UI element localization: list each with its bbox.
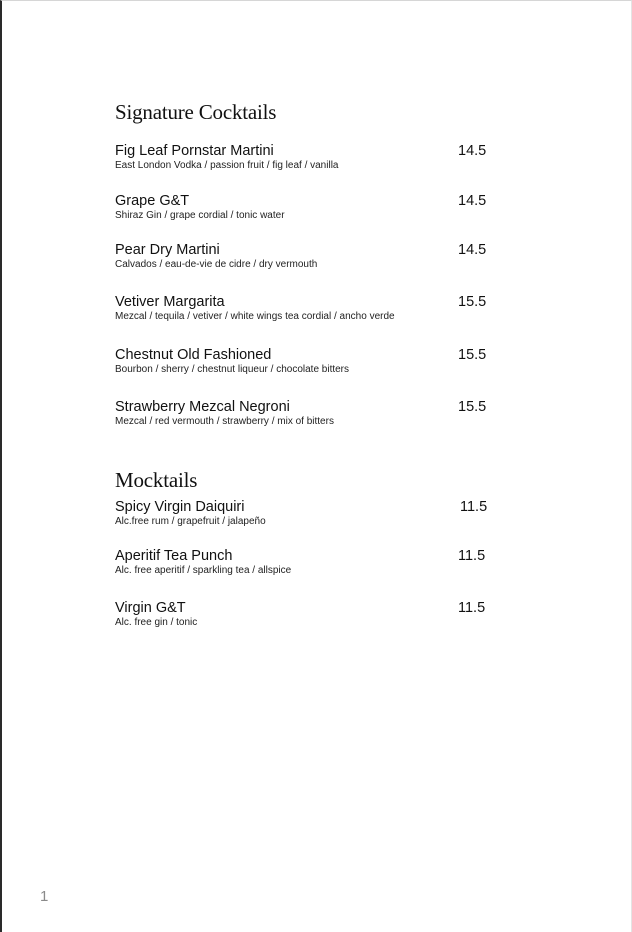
item-price: 11.5 bbox=[458, 600, 486, 616]
item-price: 11.5 bbox=[458, 548, 486, 564]
section-title-signature-cocktails: Signature Cocktails bbox=[115, 100, 277, 124]
item-price: 15.5 bbox=[458, 399, 487, 415]
item-description: Alc. free aperitif / sparkling tea / allspice bbox=[115, 565, 292, 576]
item-name: Fig Leaf Pornstar Martini bbox=[115, 143, 274, 159]
menu-item bbox=[115, 499, 495, 533]
section-title-mocktails: Mocktails bbox=[115, 468, 198, 492]
item-description: Alc.free rum / grapefruit / jalapeño bbox=[115, 516, 266, 527]
item-name: Virgin G&T bbox=[115, 600, 186, 616]
item-name: Aperitif Tea Punch bbox=[115, 548, 233, 564]
item-description: East London Vodka / passion fruit / fig leaf / vanilla bbox=[115, 160, 339, 171]
item-price: 15.5 bbox=[458, 294, 487, 310]
item-name: Chestnut Old Fashioned bbox=[115, 347, 272, 363]
item-description: Shiraz Gin / grape cordial / tonic water bbox=[115, 210, 285, 221]
menu-item bbox=[115, 548, 495, 582]
item-description: Mezcal / red vermouth / strawberry / mix of bitters bbox=[115, 416, 334, 427]
item-description: Calvados / eau-de-vie de cidre / dry vermouth bbox=[115, 259, 318, 270]
item-description: Bourbon / sherry / chestnut liqueur / chocolate bitters bbox=[115, 364, 350, 375]
item-name: Spicy Virgin Daiquiri bbox=[115, 499, 245, 515]
item-price: 11.5 bbox=[460, 499, 488, 515]
menu-item bbox=[115, 143, 495, 177]
item-name: Grape G&T bbox=[115, 193, 190, 209]
item-description: Alc. free gin / tonic bbox=[115, 617, 198, 628]
item-price: 15.5 bbox=[458, 347, 487, 363]
menu-item bbox=[115, 193, 495, 227]
item-price: 14.5 bbox=[458, 193, 487, 209]
menu-item bbox=[115, 294, 495, 328]
item-description: Mezcal / tequila / vetiver / white wings tea cordial / ancho verde bbox=[115, 311, 395, 322]
item-name: Pear Dry Martini bbox=[115, 242, 220, 258]
menu-item bbox=[115, 600, 495, 634]
menu-item bbox=[115, 399, 495, 433]
item-name: Vetiver Margarita bbox=[115, 294, 225, 310]
item-name: Strawberry Mezcal Negroni bbox=[115, 399, 290, 415]
menu-item bbox=[115, 242, 495, 276]
item-price: 14.5 bbox=[458, 143, 487, 159]
item-price: 14.5 bbox=[458, 242, 487, 258]
page-number: 1 bbox=[40, 888, 49, 905]
menu-item bbox=[115, 347, 495, 381]
